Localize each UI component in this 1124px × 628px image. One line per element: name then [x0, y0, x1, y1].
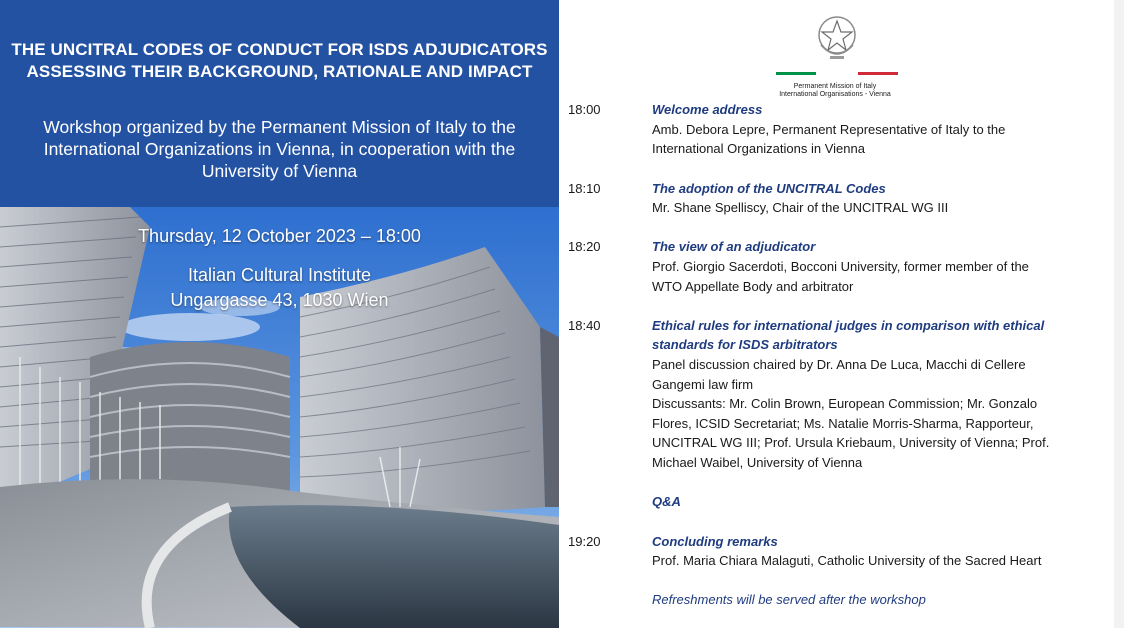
agenda-time: 18:20 [568, 239, 601, 254]
agenda-time: 18:10 [568, 181, 601, 196]
event-subtitle-line-3: University of Vienna [201, 161, 358, 181]
agenda-detail: Prof. Giorgio Sacerdoti, Bocconi University, former member of the [652, 259, 1029, 274]
agenda-detail: Michael Waibel, University of Vienna [652, 455, 863, 470]
agenda-qa: Q&A [652, 494, 681, 509]
mission-subtitle: International Organisations - Vienna [779, 91, 891, 98]
agenda-title: The adoption of the UNCITRAL Codes [652, 181, 886, 196]
page-edge [1114, 0, 1124, 628]
agenda-title: standards for ISDS arbitrators [652, 337, 838, 352]
agenda-detail: Discussants: Mr. Colin Brown, European Commission; Mr. Gonzalo [652, 396, 1038, 411]
agenda-time: 18:00 [568, 102, 601, 117]
agenda-title: The view of an adjudicator [652, 239, 816, 254]
mission-name: Permanent Mission of Italy [793, 83, 877, 90]
agenda-detail: Gangemi law firm [652, 377, 754, 392]
event-title-line-2: ASSESSING THEIR BACKGROUND, RATIONALE AND IMPACT [26, 62, 533, 81]
agenda-detail: WTO Appellate Body and arbitrator [652, 279, 854, 294]
agenda-detail: Flores, ICSID Secretariat; Ms. Natalie Morris-Sharma, Rapporteur, [652, 416, 1034, 431]
agenda-title: Welcome address [652, 102, 763, 117]
agenda-detail: Amb. Debora Lepre, Permanent Representative of Italy to the [652, 122, 1006, 137]
agenda-detail: Prof. Maria Chiara Malaguti, Catholic University of the Sacred Heart [652, 553, 1042, 568]
agenda-time: 19:20 [568, 534, 601, 549]
agenda-detail: Panel discussion chaired by Dr. Anna De Luca, Macchi di Cellere [652, 357, 1026, 372]
event-subtitle-line-2: International Organizations in Vienna, in cooperation with the [43, 139, 516, 159]
event-date: Thursday, 12 October 2023 – 18:00 [138, 226, 421, 246]
flag-green-stripe [776, 72, 816, 75]
event-subtitle [0, 116, 559, 182]
event-subtitle-line-1: Workshop organized by the Permanent Mission of Italy to the [43, 117, 516, 137]
flag-white-stripe [816, 72, 858, 75]
agenda-title: Concluding remarks [652, 534, 778, 549]
agenda-detail: Mr. Shane Spelliscy, Chair of the UNCITRAL WG III [652, 200, 949, 215]
venue-name: Italian Cultural Institute [187, 265, 372, 285]
agenda-title: Ethical rules for international judges in comparison with ethical [652, 318, 1045, 333]
venue-address: Ungargasse 43, 1030 Wien [170, 290, 389, 310]
agenda-detail: UNCITRAL WG III; Prof. Ursula Kriebaum, University of Vienna; Prof. [652, 435, 1050, 450]
agenda-time: 18:40 [568, 318, 601, 333]
left-panel [0, 0, 559, 628]
refreshments-note: Refreshments will be served after the workshop [652, 592, 926, 607]
italian-republic-emblem-icon [813, 13, 861, 63]
title-band [0, 0, 559, 207]
event-title [0, 39, 559, 83]
flag-red-stripe [858, 72, 898, 75]
event-title-line-1: THE UNCITRAL CODES OF CONDUCT FOR ISDS ADJUDICATORS [11, 40, 548, 59]
agenda-detail: International Organizations in Vienna [652, 141, 865, 156]
